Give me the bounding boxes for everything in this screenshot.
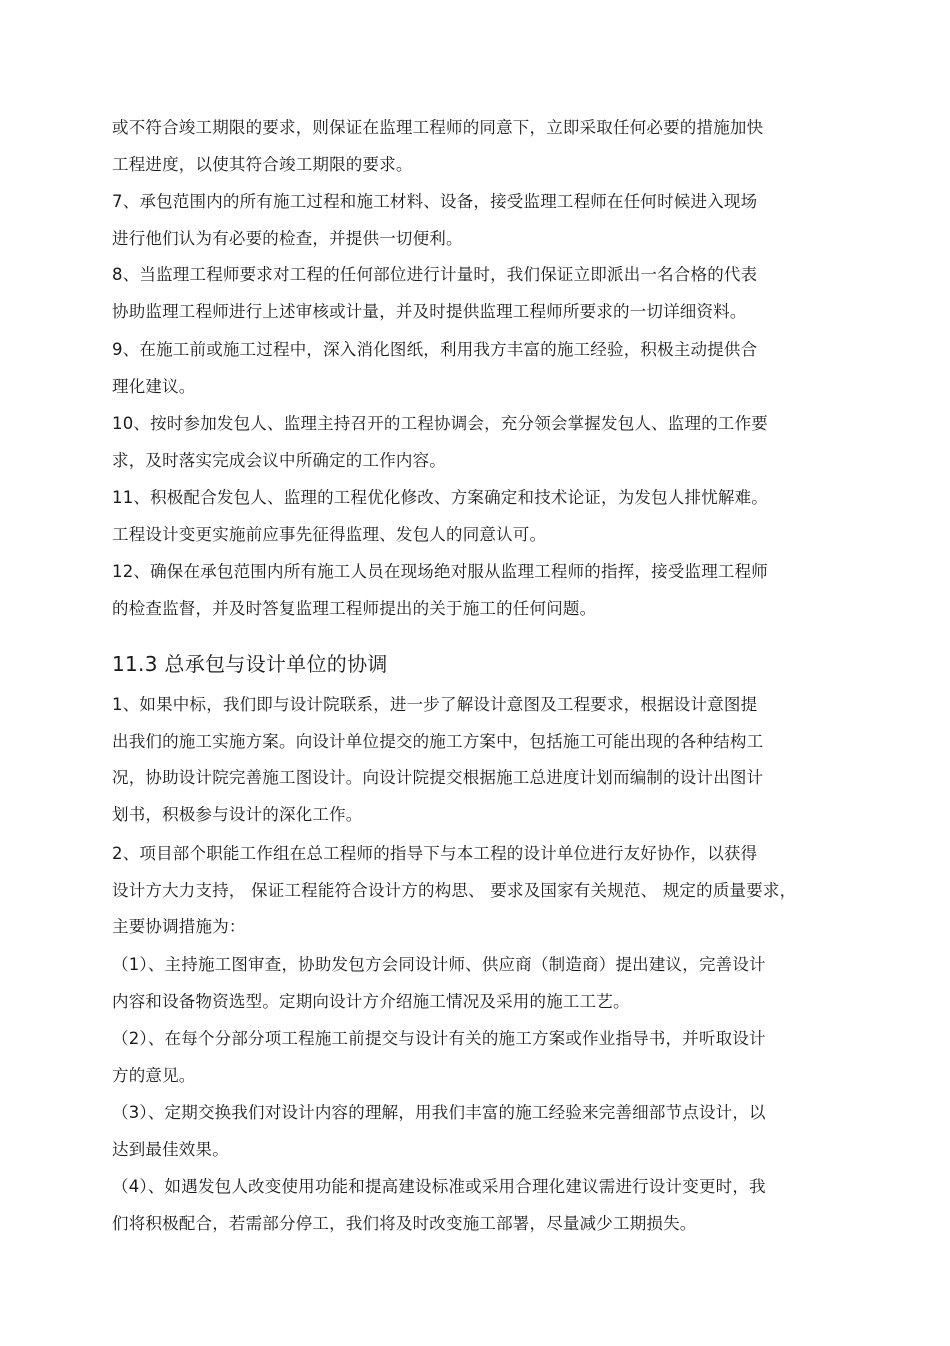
paragraph-line: 出我们的施工实施方案。向设计单位提交的施工方案中，包括施工可能出现的各种结构工	[112, 731, 764, 751]
paragraph-line: 8、当监理工程师要求对工程的任何部位进行计量时，我们保证立即派出一名合格的代表	[112, 265, 758, 284]
paragraph-line: 们将积极配合，若需部分停工，我们将及时改变施工部署，尽量减少工期损失。	[112, 1213, 697, 1233]
paragraph-line: 进行他们认为有必要的检查，并提供一切便利。	[112, 228, 463, 248]
paragraph-line: 2、项目部个职能工作组在总工程师的指导下与本工程的设计单位进行友好协作，以获得	[112, 844, 758, 863]
paragraph-line: 的检查监督，并及时答复监理工程师提出的关于施工的任何问题。	[112, 598, 597, 618]
paragraph-line: 9、在施工前或施工过程中，深入消化图纸，利用我方丰富的施工经验，积极主动提供合	[112, 340, 758, 359]
paragraph-line: 协助监理工程师进行上述审核或计量，并及时提供监理工程师所要求的一切详细资料。	[112, 301, 747, 321]
paragraph-line: 内容和设备物资选型。定期向设计方介绍施工情况及采用的施工工艺。	[112, 991, 630, 1011]
paragraph-line: 主要协调措施为：	[112, 917, 246, 936]
paragraph-line: 划书，积极参与设计的深化工作。	[112, 804, 363, 824]
paragraph-line: （1）、主持施工图审查，协助发包方会同设计师、供应商（制造商）提出建议，完善设计	[112, 955, 766, 974]
paragraph-line: 或不符合竣工期限的要求，则保证在监理工程师的同意下，立即采取任何必要的措施加快	[112, 118, 764, 137]
paragraph-line: （3）、定期交换我们对设计内容的理解，用我们丰富的施工经验来完善细部节点设计，以	[112, 1103, 766, 1122]
paragraph-line: 1、如果中标，我们即与设计院联系，进一步了解设计意图及工程要求，根据设计意图提	[112, 695, 758, 714]
paragraph-line: 达到最佳效果。	[112, 1139, 229, 1159]
section-heading: 11.3 总承包与设计单位的协调	[112, 652, 388, 676]
paragraph-line: 理化建议。	[112, 376, 196, 396]
paragraph-line: 设计方大力支持， 保证工程能符合设计方的构思、 要求及国家有关规范、 规定的质量要求，	[112, 880, 797, 900]
paragraph-line: （2）、在每个分部分项工程施工前提交与设计有关的施工方案或作业指导书，并听取设计	[112, 1029, 766, 1048]
paragraph-line: 工程设计变更实施前应事先征得监理、发包人的同意认可。	[112, 524, 547, 544]
paragraph-line: 况，协助设计院完善施工图设计。向设计院提交根据施工总进度计划而编制的设计出图计	[112, 768, 764, 787]
paragraph-line: 11、积极配合发包人、监理的工程优化修改、方案确定和技术论证，为发包人排忧解难。	[112, 488, 768, 507]
paragraph-line: 工程进度，以使其符合竣工期限的要求。	[112, 154, 413, 174]
paragraph-line: 12、确保在承包范围内所有施工人员在现场绝对服从监理工程师的指挥，接受监理工程师	[112, 562, 768, 581]
paragraph-line: （4）、如遇发包人改变使用功能和提高建设标准或采用合理化建议需进行设计变更时，我	[112, 1177, 766, 1196]
paragraph-line: 10、按时参加发包人、监理主持召开的工程协调会，充分领会掌握发包人、监理的工作要	[112, 414, 768, 433]
paragraph-line: 求，及时落实完成会议中所确定的工作内容。	[112, 450, 446, 470]
paragraph-line: 7、承包范围内的所有施工过程和施工材料、设备，接受监理工程师在任何时候进入现场	[112, 192, 758, 211]
paragraph-line: 方的意见。	[112, 1065, 196, 1085]
